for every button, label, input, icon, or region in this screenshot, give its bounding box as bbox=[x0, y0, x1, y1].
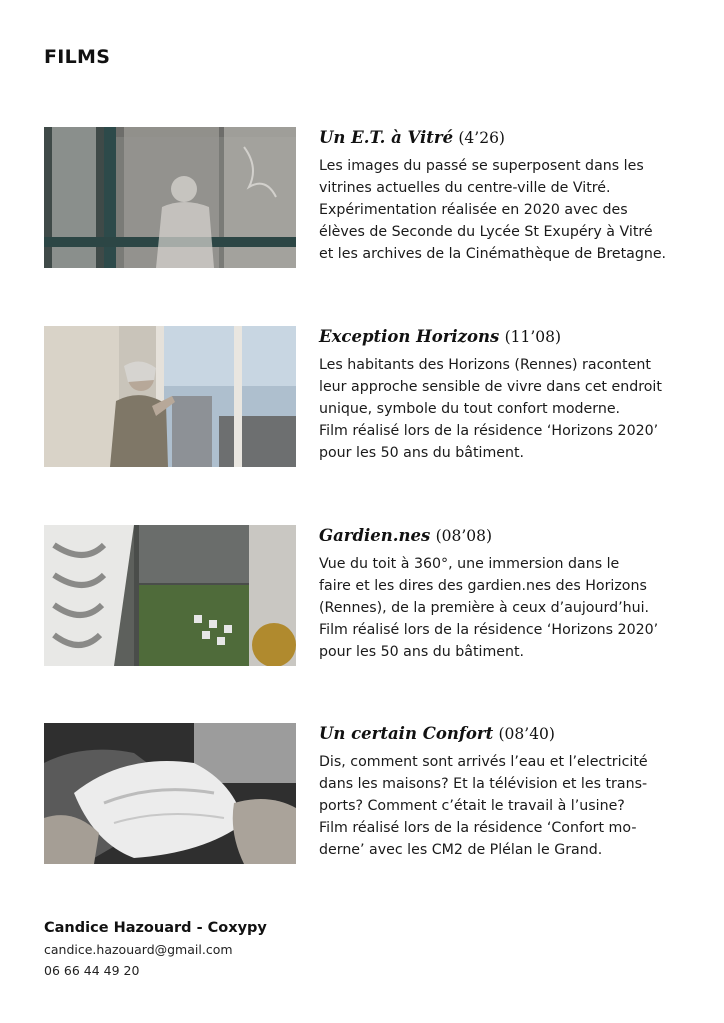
contact-block bbox=[44, 917, 267, 981]
description-line: vitrines actuelles du centre-ville de Vitré. bbox=[319, 180, 611, 196]
description-line: et les archives de la Cinémathèque de Bretagne. bbox=[319, 246, 667, 262]
film-title bbox=[319, 326, 689, 348]
description-line: Film réalisé lors de la résidence ‘Confort mo- bbox=[319, 820, 637, 836]
description-line: dans les maisons? Et la télévision et les trans- bbox=[319, 776, 648, 792]
film-name: Exception Horizons bbox=[319, 327, 500, 346]
description-line: Vue du toit à 360°, une immersion dans le bbox=[319, 556, 620, 572]
contact-name: Candice Hazouard - Coxypy bbox=[44, 920, 267, 936]
description-line: Film réalisé lors de la résidence ‘Horizons 2020’ bbox=[319, 423, 659, 439]
rooftop-view-image bbox=[44, 525, 296, 666]
description-line: leur approche sensible de vivre dans cet endroit bbox=[319, 379, 662, 395]
film-duration: (08’08) bbox=[435, 527, 493, 545]
film-name: Gardien.nes bbox=[319, 526, 431, 545]
window-view-image bbox=[44, 326, 296, 467]
description-line: pour les 50 ans du bâtiment. bbox=[319, 445, 525, 461]
description-line: Film réalisé lors de la résidence ‘Horizons 2020’ bbox=[319, 622, 659, 638]
film-description bbox=[319, 155, 689, 265]
window-archive-image bbox=[44, 127, 296, 268]
contact-phone[interactable]: 06 66 44 49 20 bbox=[44, 963, 140, 978]
film-duration: (11’08) bbox=[504, 328, 562, 346]
film-title bbox=[319, 525, 689, 547]
film-title bbox=[319, 127, 689, 149]
description-line: élèves de Seconde du Lycée St Exupéry à Vitré bbox=[319, 224, 653, 240]
page-title: FILMS bbox=[44, 46, 111, 68]
film-thumbnail[interactable] bbox=[44, 525, 296, 666]
film-title bbox=[319, 723, 689, 745]
description-line: Les habitants des Horizons (Rennes) racontent bbox=[319, 357, 651, 373]
description-line: faire et les dires des gardien.nes des Horizons bbox=[319, 578, 647, 594]
description-line: pour les 50 ans du bâtiment. bbox=[319, 644, 525, 660]
film-description bbox=[319, 751, 689, 861]
film-entry bbox=[44, 723, 684, 868]
description-line: Les images du passé se superposent dans les bbox=[319, 158, 644, 174]
film-entry bbox=[44, 525, 684, 670]
description-line: ports? Comment c’était le travail à l’usine? bbox=[319, 798, 625, 814]
film-description bbox=[319, 354, 689, 464]
film-entry bbox=[44, 127, 684, 272]
film-duration: (4’26) bbox=[458, 129, 505, 147]
description-line: Dis, comment sont arrivés l’eau et l’electricité bbox=[319, 754, 648, 770]
film-thumbnail[interactable] bbox=[44, 127, 296, 268]
description-line: derne’ avec les CM2 de Plélan le Grand. bbox=[319, 842, 603, 858]
film-duration: (08’40) bbox=[498, 725, 555, 743]
description-line: Expérimentation réalisée en 2020 avec des bbox=[319, 202, 628, 218]
film-description bbox=[319, 553, 689, 663]
film-name: Un E.T. à Vitré bbox=[319, 128, 454, 147]
description-line: (Rennes), de la première à ceux d’aujourd’hui. bbox=[319, 600, 650, 616]
contact-email[interactable]: candice.hazouard@gmail.com bbox=[44, 942, 233, 957]
film-entry bbox=[44, 326, 684, 471]
film-thumbnail[interactable] bbox=[44, 723, 296, 864]
description-line: unique, symbole du tout confort moderne. bbox=[319, 401, 621, 417]
film-name: Un certain Confort bbox=[319, 724, 494, 743]
film-thumbnail[interactable] bbox=[44, 326, 296, 467]
hands-paper-image bbox=[44, 723, 296, 864]
